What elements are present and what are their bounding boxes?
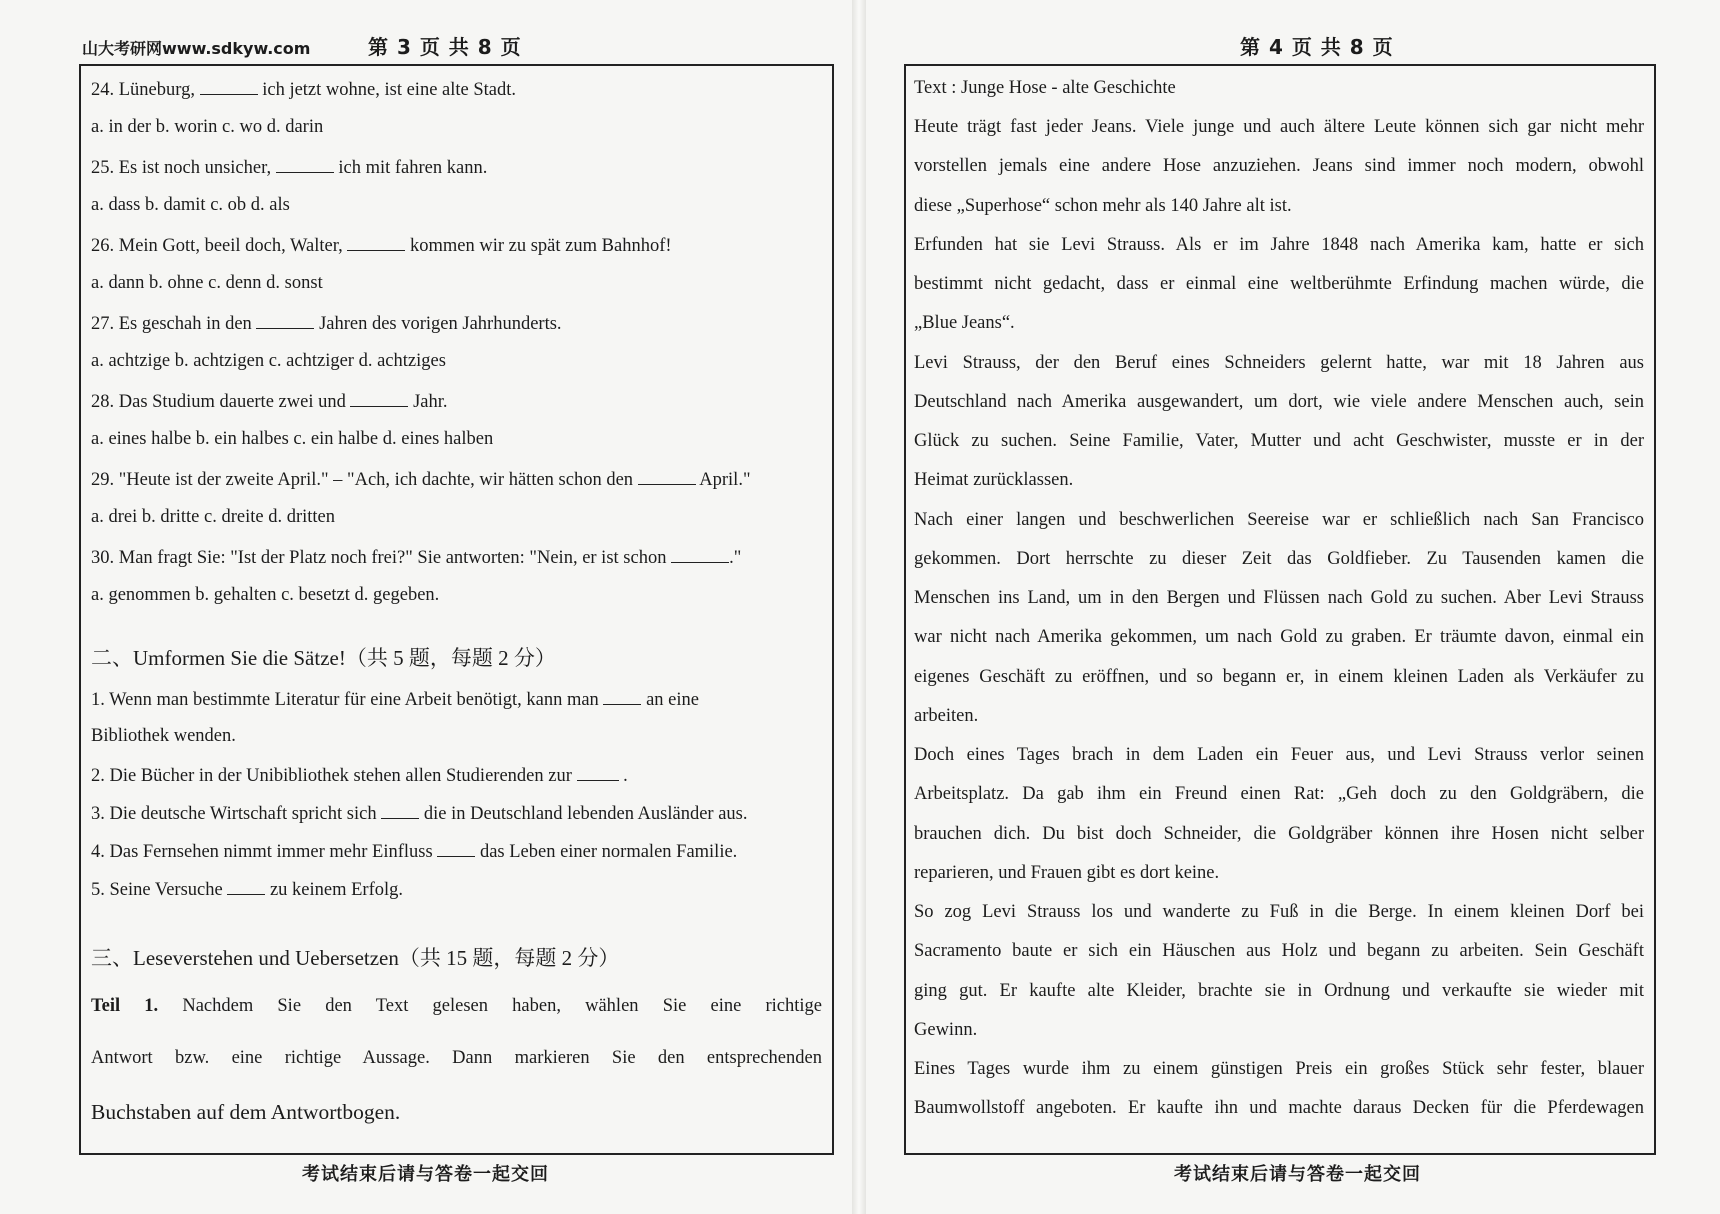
- reading-text-line: bestimmt nicht gedacht, dass er einmal eine weltberühmte Erfindung machen würde, die: [914, 274, 1644, 294]
- question-25: 25. Es ist noch unsicher, ich mit fahren kann.: [91, 158, 488, 178]
- question-24: 24. Lüneburg, ich jetzt wohne, ist eine alte Stadt.: [91, 80, 517, 100]
- rewrite-item-5: 5. Seine Versuche zu keinem Erfolg.: [91, 880, 404, 900]
- reading-text-line: brauchen dich. Du bist doch Schneider, die Goldgräber können ihre Hosen nicht selber: [914, 823, 1644, 844]
- rewrite-item-1-cont: Bibliothek wenden.: [91, 726, 236, 746]
- answer-blank: [256, 312, 314, 329]
- question-27: 27. Es geschah in den Jahren des vorigen Jahrhunderts.: [91, 314, 562, 334]
- rewrite-item-3: 3. Die deutsche Wirtschaft spricht sich die in Deutschland lebenden Ausländer aus.: [91, 804, 748, 824]
- reading-text-line: arbeiten.: [914, 705, 979, 726]
- answer-blank: [200, 78, 258, 95]
- footer-right: 考试结束后请与答卷一起交回: [1174, 1164, 1421, 1185]
- answer-blank: [603, 688, 641, 705]
- teil-1-instruction-line3: Buchstaben auf dem Antwortbogen.: [91, 1100, 401, 1124]
- reading-text-line: ging gut. Er kaufte alte Kleider, brachte sie in Ordnung und verkaufte sie wieder mit: [914, 980, 1644, 1001]
- reading-text-line: vorstellen jemals eine andere Hose anzuziehen. Jeans sind immer noch modern, obwohl: [914, 156, 1644, 177]
- section-2-title: 二、Umformen Sie die Sätze!（共 5 题，每题 2 分）: [91, 646, 556, 670]
- answer-blank: [350, 390, 408, 407]
- reading-text-line: war nicht nach Amerika gekommen, um nach Gold zu graben. Er träumte davon, einmal ein: [914, 627, 1644, 648]
- options-28: a. eines halbe b. ein halbes c. ein halbe d. eines halben: [91, 429, 494, 449]
- site-header: 山大考研网www.sdkyw.com: [82, 39, 311, 58]
- reading-text-line: Sacramento baute er sich ein Häuschen aus Holz und begann zu arbeiten. Sein Geschäft: [914, 941, 1644, 962]
- options-30: a. genommen b. gehalten c. besetzt d. gegeben.: [91, 585, 440, 605]
- section-3-title: 三、Leseverstehen und Uebersetzen（共 15 题，每题 2 分）: [91, 946, 620, 970]
- reading-text-line: „Blue Jeans“.: [914, 313, 1015, 334]
- page-number-right: 第 4 页 共 8 页: [1240, 35, 1394, 59]
- teil-1-instruction-line2: Antwort bzw. eine richtige Aussage. Dann markieren Sie den entsprechenden: [91, 1048, 822, 1068]
- reading-text-line: Heimat zurücklassen.: [914, 470, 1074, 491]
- reading-text-line: eigenes Geschäft zu eröffnen, und so begann er, in einem kleinen Laden als Verkäufer zu: [914, 666, 1644, 687]
- rewrite-item-2: 2. Die Bücher in der Unibibliothek stehen allen Studierenden zur .: [91, 766, 628, 786]
- reading-text-line: Arbeitsplatz. Da gab ihm ein Freund einen Rat: „Geh doch zu den Goldgräbern, die: [914, 784, 1644, 805]
- right-page: [862, 0, 1720, 1214]
- reading-text-title: Text : Junge Hose - alte Geschichte: [914, 78, 1176, 98]
- answer-blank: [347, 234, 405, 251]
- question-29: 29. "Heute ist der zweite April." – "Ach, ich dachte, wir hätten schon den April.": [91, 470, 751, 490]
- reading-text-line: Gewinn.: [914, 1019, 978, 1040]
- question-26: 26. Mein Gott, beeil doch, Walter, kommen wir zu spät zum Bahnhof!: [91, 236, 672, 256]
- reading-text-line: Deutschland nach Amerika ausgewandert, um dort, wie viele andere Menschen auch, sein: [914, 391, 1644, 412]
- answer-blank: [671, 546, 729, 563]
- page-number-left: 第 3 页 共 8 页: [368, 35, 522, 59]
- reading-text-line: Menschen ins Land, um in den Bergen und Flüssen nach Gold zu suchen. Aber Levi Strauss: [914, 588, 1644, 608]
- reading-text-line: gekommen. Dort herrschte zu dieser Zeit das Goldfieber. Zu Tausenden kamen die: [914, 548, 1644, 569]
- reading-text-line: Baumwollstoff angeboten. Er kaufte ihn und machte daraus Decken für die Pferdewagen: [914, 1098, 1644, 1119]
- rewrite-item-4: 4. Das Fernsehen nimmt immer mehr Einfluss das Leben einer normalen Familie.: [91, 842, 738, 862]
- reading-text-line: Eines Tages wurde ihm zu einem günstigen Preis ein großes Stück sehr fester, blauer: [914, 1059, 1644, 1079]
- teil-label: Teil 1.: [91, 996, 159, 1016]
- reading-text-line: diese „Superhose“ schon mehr als 140 Jahre alt ist.: [914, 195, 1292, 216]
- answer-blank: [276, 156, 334, 173]
- left-content-frame: [79, 64, 834, 1155]
- options-29: a. drei b. dritte c. dreite d. dritten: [91, 507, 336, 527]
- reading-text-line: Levi Strauss, der den Beruf eines Schneiders gelernt hatte, war mit 18 Jahren aus: [914, 352, 1644, 373]
- answer-blank: [227, 878, 265, 895]
- answer-blank: [381, 802, 419, 819]
- options-27: a. achtzige b. achtzigen c. achtziger d. achtziges: [91, 351, 446, 371]
- answer-blank: [437, 840, 475, 857]
- answer-blank: [577, 764, 619, 781]
- question-30: 30. Man fragt Sie: "Ist der Platz noch frei?" Sie antworten: "Nein, er ist schon .": [91, 548, 742, 568]
- right-content-frame: [904, 64, 1656, 1155]
- options-26: a. dann b. ohne c. denn d. sonst: [91, 273, 323, 293]
- question-28: 28. Das Studium dauerte zwei und Jahr.: [91, 392, 448, 412]
- reading-text-line: So zog Levi Strauss los und wanderte zu Fuß in die Berge. In einem kleinen Dorf bei: [914, 902, 1644, 922]
- answer-blank: [638, 468, 696, 485]
- teil-1-instruction-line1: Teil 1. Nachdem Sie den Text gelesen haben, wählen Sie eine richtige: [91, 996, 822, 1016]
- reading-text-line: reparieren, und Frauen gibt es dort keine.: [914, 862, 1220, 883]
- footer-left: 考试结束后请与答卷一起交回: [302, 1164, 549, 1185]
- reading-text-line: Glück zu suchen. Seine Familie, Vater, Mutter und acht Geschwister, musste er in der: [914, 431, 1644, 451]
- rewrite-item-1: 1. Wenn man bestimmte Literatur für eine Arbeit benötigt, kann man an eine: [91, 690, 699, 710]
- reading-text-line: Heute trägt fast jeder Jeans. Viele junge und auch ältere Leute können sich gar nicht mehr: [914, 117, 1644, 137]
- reading-text-line: Erfunden hat sie Levi Strauss. Als er im Jahre 1848 nach Amerika kam, hatte er sich: [914, 234, 1644, 255]
- reading-text-line: Doch eines Tages brach in dem Laden ein Feuer aus, und Levi Strauss verlor seinen: [914, 745, 1644, 765]
- left-page: [0, 0, 858, 1214]
- options-24: a. in der b. worin c. wo d. darin: [91, 117, 324, 137]
- reading-text-line: Nach einer langen und beschwerlichen Seereise war er schließlich nach San Francisco: [914, 509, 1644, 530]
- options-25: a. dass b. damit c. ob d. als: [91, 195, 290, 215]
